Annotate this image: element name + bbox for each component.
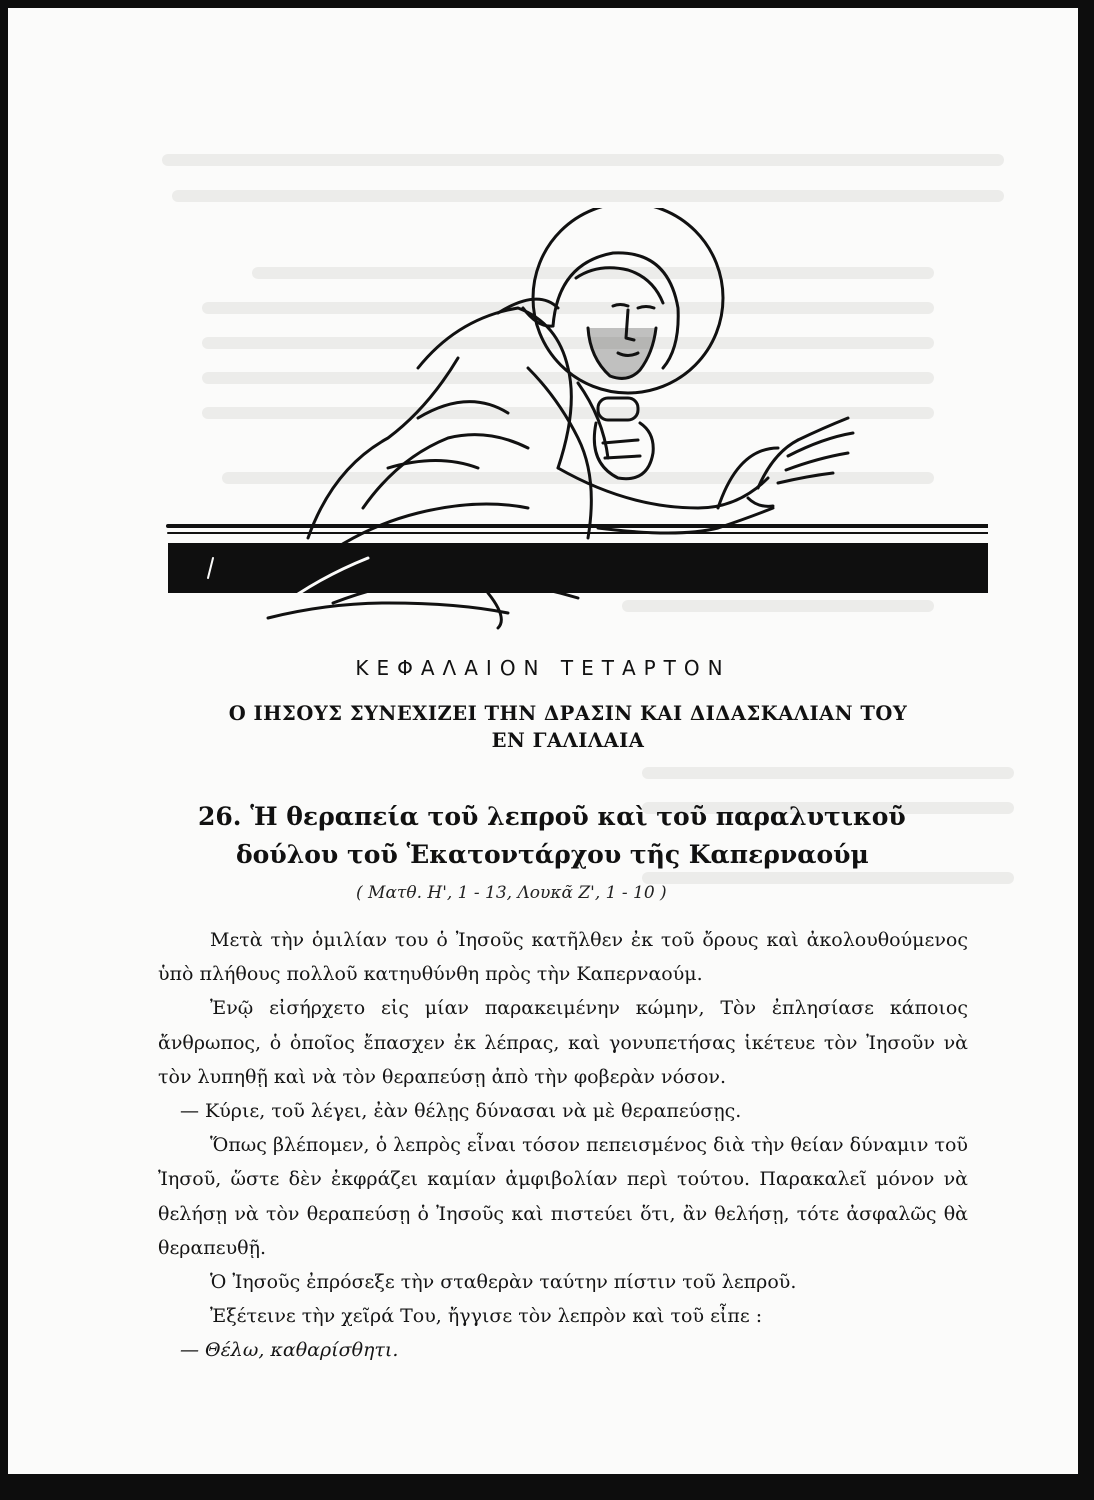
paragraph: Ὅπως βλέπομεν, ὁ λεπρὸς εἶναι τόσον πεπεισμένος διὰ τὴν θείαν δύναμιν τοῦ Ἰησοῦ, ὥστε δὲν ἐκφράζει καμίαν ἀμφιβολίαν περὶ τούτου. Παρακαλεῖ μόνον νὰ θελήσῃ νὰ τὸν θεραπεύσῃ ὁ Ἰησοῦς καὶ πιστεύει ὅτι, ἂν θελήσῃ, τότε ἀσφαλῶς θὰ θεραπευθῇ. (158, 1134, 968, 1259)
book-page (8, 8, 1078, 1474)
section-title (198, 798, 958, 874)
paragraph: Ὁ Ἰησοῦς ἐπρόσεξε τὴν σταθερὰν ταύτην πίστιν τοῦ λεπροῦ. (210, 1271, 797, 1294)
paragraph: Ἐνῷ εἰσήρχετο εἰς μίαν παρακειμένην κώμην, Τὸν ἐπλησίασε κάποιος ἄνθρωπος, ὁ ὁποῖος ἔπασχεν ἐκ λέπρας, καὶ γονυπετήσας ἱκέτευε τὸν Ἰησοῦν νὰ τὸν λυπηθῇ καὶ νὰ τὸν θεραπεύσῃ ἀπὸ τὴν φοβερὰν νόσον. (158, 997, 968, 1088)
paragraph: — Θέλω, καθαρίσθητι. (180, 1339, 399, 1362)
chapter-title (178, 700, 958, 754)
body-text (158, 923, 968, 1368)
paragraph: Μετὰ τὴν ὁμιλίαν του ὁ Ἰησοῦς κατῆλθεν ἐκ τοῦ ὄρους καὶ ἀκολουθούμενος ὑπὸ πλήθους πολλοῦ κατηυθύνθη πρὸς τὴν Καπερναούμ. (158, 929, 968, 986)
section-title-line-2: δούλου τοῦ Ἑκατοντάρχου τῆς Καπερναούμ (236, 840, 869, 869)
chapter-title-line-1: Ο ΙΗΣΟΥΣ ΣΥΝΕΧΙΖΕΙ ΤΗΝ ΔΡΑΣΙΝ ΚΑΙ ΔΙΔΑΣΚΑΛΙΑΝ ΤΟΥ (228, 702, 908, 725)
chapter-title-line-2: ΕΝ ΓΑΛΙΛΑΙΑ (491, 729, 645, 752)
section-title-line-1: 26. Ἡ θεραπεία τοῦ λεπροῦ καὶ τοῦ παραλυτικοῦ (198, 802, 906, 831)
scripture-reference: ( Ματθ. Η', 1 - 13, Λουκᾶ Ζ', 1 - 10 ) (356, 883, 667, 903)
dark-ribbon (168, 543, 988, 593)
paragraph: — Κύριε, τοῦ λέγει, ἐὰν θέλῃς δύνασαι νὰ μὲ θεραπεύσῃς. (180, 1100, 742, 1123)
chapter-label: ΚΕΦΑΛΑΙΟΝ ΤΕΤΑΡΤΟΝ (355, 656, 731, 680)
christ-illustration (158, 208, 988, 638)
paragraph: Ἐξέτεινε τὴν χεῖρά Του, ἤγγισε τὸν λεπρὸν καὶ τοῦ εἶπε : (210, 1305, 763, 1328)
